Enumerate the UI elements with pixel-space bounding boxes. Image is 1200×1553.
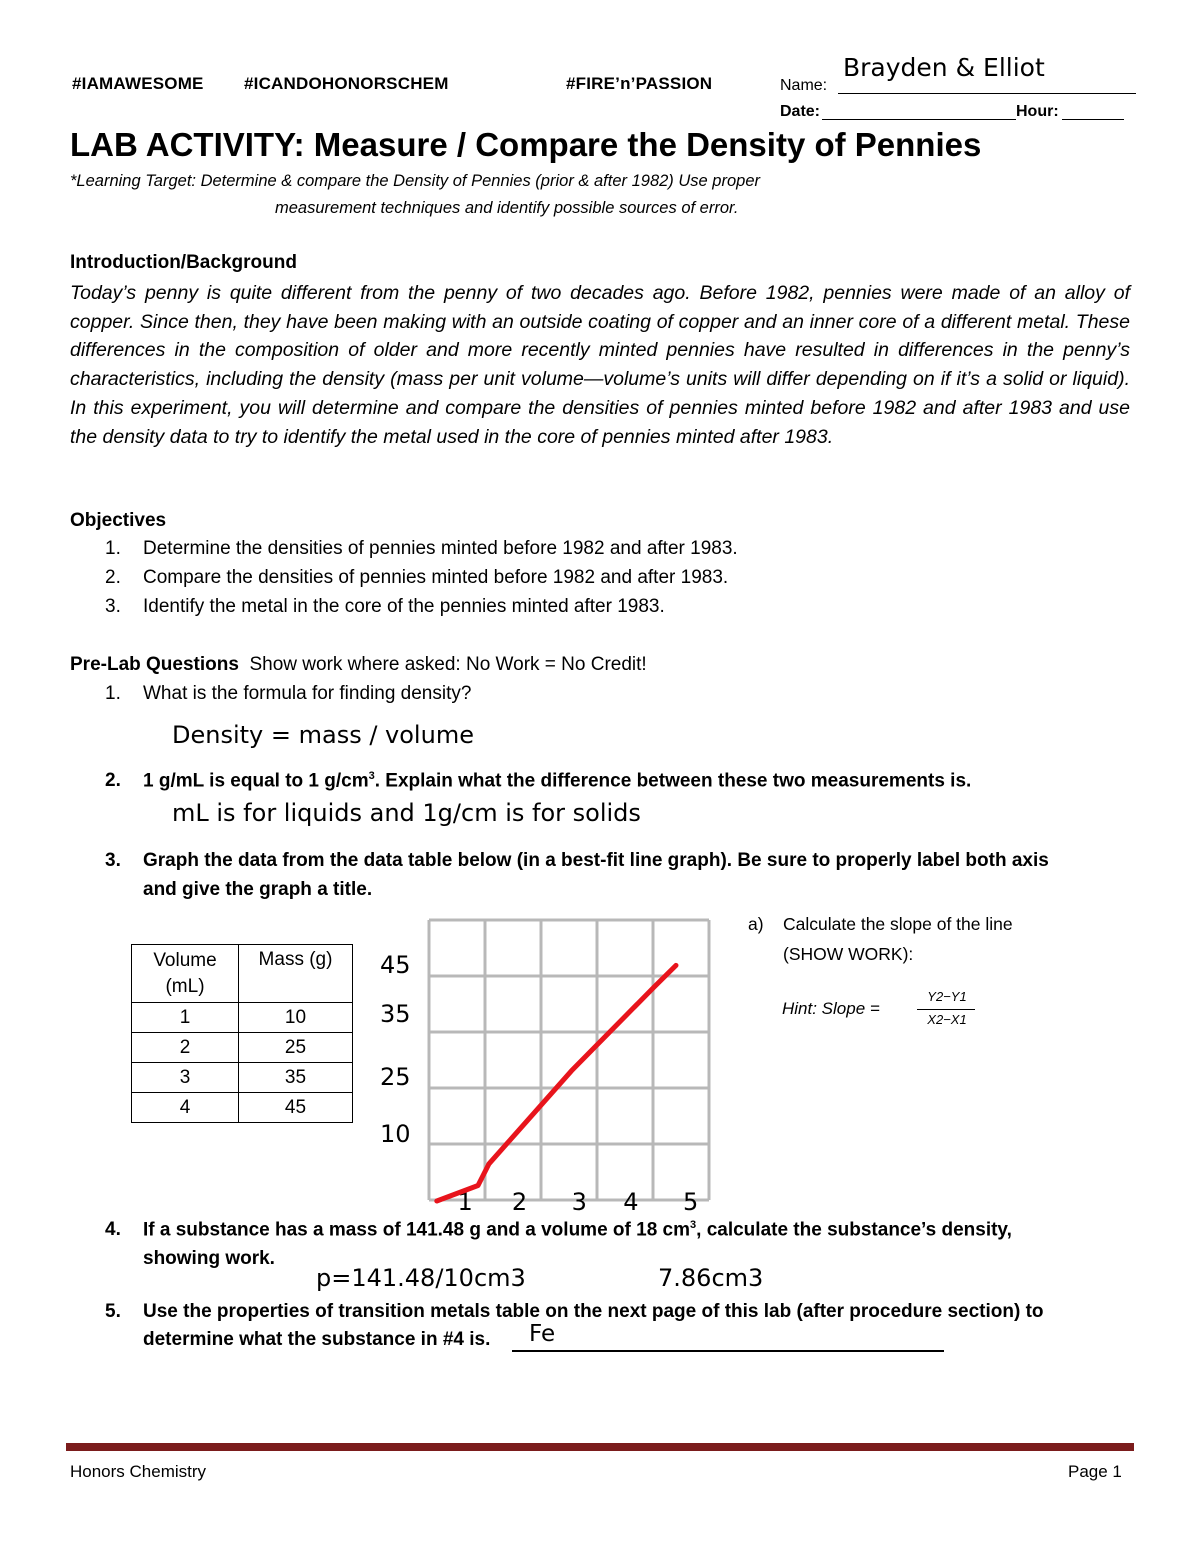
header-volume: [132, 945, 239, 1003]
objective-text-1: Determine the densities of pennies minted before 1982 and after 1983.: [143, 538, 738, 559]
cell-mass-3: 35: [239, 1063, 353, 1093]
q4-answer-work: p=141.48/10cm3: [316, 1264, 526, 1292]
name-line[interactable]: [838, 93, 1136, 94]
q3-line1: Graph the data from the data table below (in a best-fit line graph). Be sure to properly label both axis: [143, 850, 1049, 871]
y-tick-label: 10: [380, 1120, 411, 1148]
objective-num-3: 3.: [105, 596, 121, 617]
objective-item-1: [105, 538, 738, 560]
date-line[interactable]: [822, 119, 1016, 120]
q1-answer: Density = mass / volume: [172, 721, 474, 749]
cell-volume-3: 3: [132, 1063, 239, 1093]
hashtag-icandohonorschem: #ICANDOHONORSCHEM: [244, 74, 449, 93]
q1-text: What is the formula for finding density?: [143, 683, 472, 704]
cell-mass-4: 45: [239, 1093, 353, 1123]
q5-line1: Use the properties of transition metals table on the next page of this lab (after procedure section) to: [143, 1301, 1044, 1322]
cell-volume-1: 1: [132, 1003, 239, 1033]
header-mass: Mass (g): [239, 945, 353, 1003]
q5-num: 5.: [105, 1301, 121, 1322]
q4-line2: showing work.: [143, 1248, 275, 1269]
slope-hint: Hint: Slope =: [782, 999, 880, 1018]
q3a-label: a): [748, 914, 764, 934]
slope-denominator: X2−X1: [927, 1012, 967, 1027]
y-tick-label: 35: [380, 1000, 411, 1028]
cell-volume-4: 4: [132, 1093, 239, 1123]
cell-volume-2: 2: [132, 1033, 239, 1063]
q4-sup: 3: [690, 1219, 697, 1231]
q5-line2: determine what the substance in #4 is.: [143, 1329, 491, 1350]
footer-bar: [66, 1443, 1134, 1451]
q5-answer-line[interactable]: [512, 1350, 944, 1352]
page-title: LAB ACTIVITY: Measure / Compare the Density of Pennies: [70, 126, 982, 163]
x-tick-label: 1: [457, 1188, 473, 1216]
intro-paragraph: Today’s penny is quite different from the penny of two decades ago. Before 1982, pennies were made of an alloy of copper. Since then, they have been making with an outside coating of copper and an inner core of a different metal. These differences in the composition of older and more recently minted pennies have resulted in differences in the penny’s characteristics, including the density (mass per unit volume—volume’s units will differ depending on if it’s a solid or liquid). In this experiment, you will determine and compare the densities of pennies minted before 1982 and after 1983 and use the density data to try to identify the metal used in the core of pennies minted after 1983.: [70, 282, 1130, 448]
footer-page: Page 1: [1068, 1462, 1122, 1481]
name-value: Brayden & Elliot: [843, 53, 1045, 82]
q2-text-a: 1 g/mL is equal to 1 g/cm: [143, 770, 369, 792]
objective-num-1: 1.: [105, 538, 121, 559]
objective-item-3: [105, 596, 665, 618]
q2-text-b: . Explain what the difference between these two measurements is.: [374, 770, 972, 792]
footer-left: Honors Chemistry: [70, 1462, 207, 1481]
name-label: Name:: [780, 77, 828, 94]
y-tick-label: 25: [380, 1063, 411, 1091]
hour-label: Hour:: [1016, 103, 1059, 120]
prelab-heading: Pre-Lab Questions: [70, 654, 239, 675]
objective-item-2: [105, 567, 728, 589]
slope-fraction-bar: [917, 1009, 975, 1010]
objectives-heading: Objectives: [70, 510, 167, 531]
objective-text-2: Compare the densities of pennies minted before 1982 and after 1983.: [143, 567, 729, 588]
hashtag-iamawesome: #IAMAWESOME: [72, 74, 204, 93]
q5-answer: Fe: [529, 1321, 556, 1347]
q2-answer: mL is for liquids and 1g/cm is for solids: [172, 799, 641, 827]
objective-text-3: Identify the metal in the core of the pennies minted after 1983.: [143, 596, 665, 617]
q1-num: 1.: [105, 683, 121, 704]
q4-num: 4.: [105, 1219, 121, 1241]
y-tick-labels: [380, 951, 411, 1148]
q4-text-a: If a substance has a mass of 141.48 g and a volume of 18 cm: [143, 1219, 691, 1241]
q3-num: 3.: [105, 850, 121, 871]
q4-text-b: , calculate the substance’s density,: [696, 1219, 1012, 1241]
best-fit-line: [437, 965, 676, 1201]
q2-sup: 3: [368, 770, 375, 782]
hour-line[interactable]: [1062, 119, 1124, 120]
x-tick-label: 3: [571, 1188, 587, 1216]
y-tick-label: 45: [380, 951, 411, 979]
x-tick-label: 2: [511, 1188, 528, 1216]
x-tick-labels: [458, 1188, 699, 1216]
header-volume-text: Volume (mL): [153, 949, 217, 997]
prelab-heading-row: [70, 654, 647, 676]
x-tick-label: 5: [682, 1188, 699, 1216]
hashtag-fire-n-passion: #FIRE’n’PASSION: [566, 74, 713, 93]
learning-target-line1: *Learning Target: Determine & compare the Density of Pennies (prior & after 1982) Use proper: [70, 172, 760, 190]
density-graph: [370, 910, 720, 1220]
question-5-line1: [105, 1301, 1044, 1323]
data-table: [131, 944, 353, 1123]
intro-heading: Introduction/Background: [70, 252, 297, 273]
question-2: [105, 770, 971, 792]
question-1: [105, 683, 471, 705]
cell-mass-1: 10: [239, 1003, 353, 1033]
graph-grid: [429, 920, 709, 1200]
q3a-line2: (SHOW WORK):: [783, 944, 914, 964]
question-3-line1: [105, 850, 1049, 872]
prelab-instruction: Show work where asked: No Work = No Credit!: [249, 654, 647, 675]
q4-answer-result: 7.86cm3: [658, 1264, 764, 1292]
slope-numerator: Y2−Y1: [927, 989, 967, 1004]
q3-line2: and give the graph a title.: [143, 879, 373, 900]
date-label: Date:: [780, 103, 821, 120]
cell-mass-2: 25: [239, 1033, 353, 1063]
objective-num-2: 2.: [105, 567, 121, 588]
x-tick-label: 4: [623, 1188, 639, 1216]
question-4-line1: [105, 1219, 1012, 1241]
learning-target-line2: measurement techniques and identify possible sources of error.: [275, 199, 739, 217]
q2-num: 2.: [105, 770, 121, 792]
q3a-line1: [748, 914, 1013, 935]
q3a-text: Calculate the slope of the line: [783, 914, 1013, 934]
